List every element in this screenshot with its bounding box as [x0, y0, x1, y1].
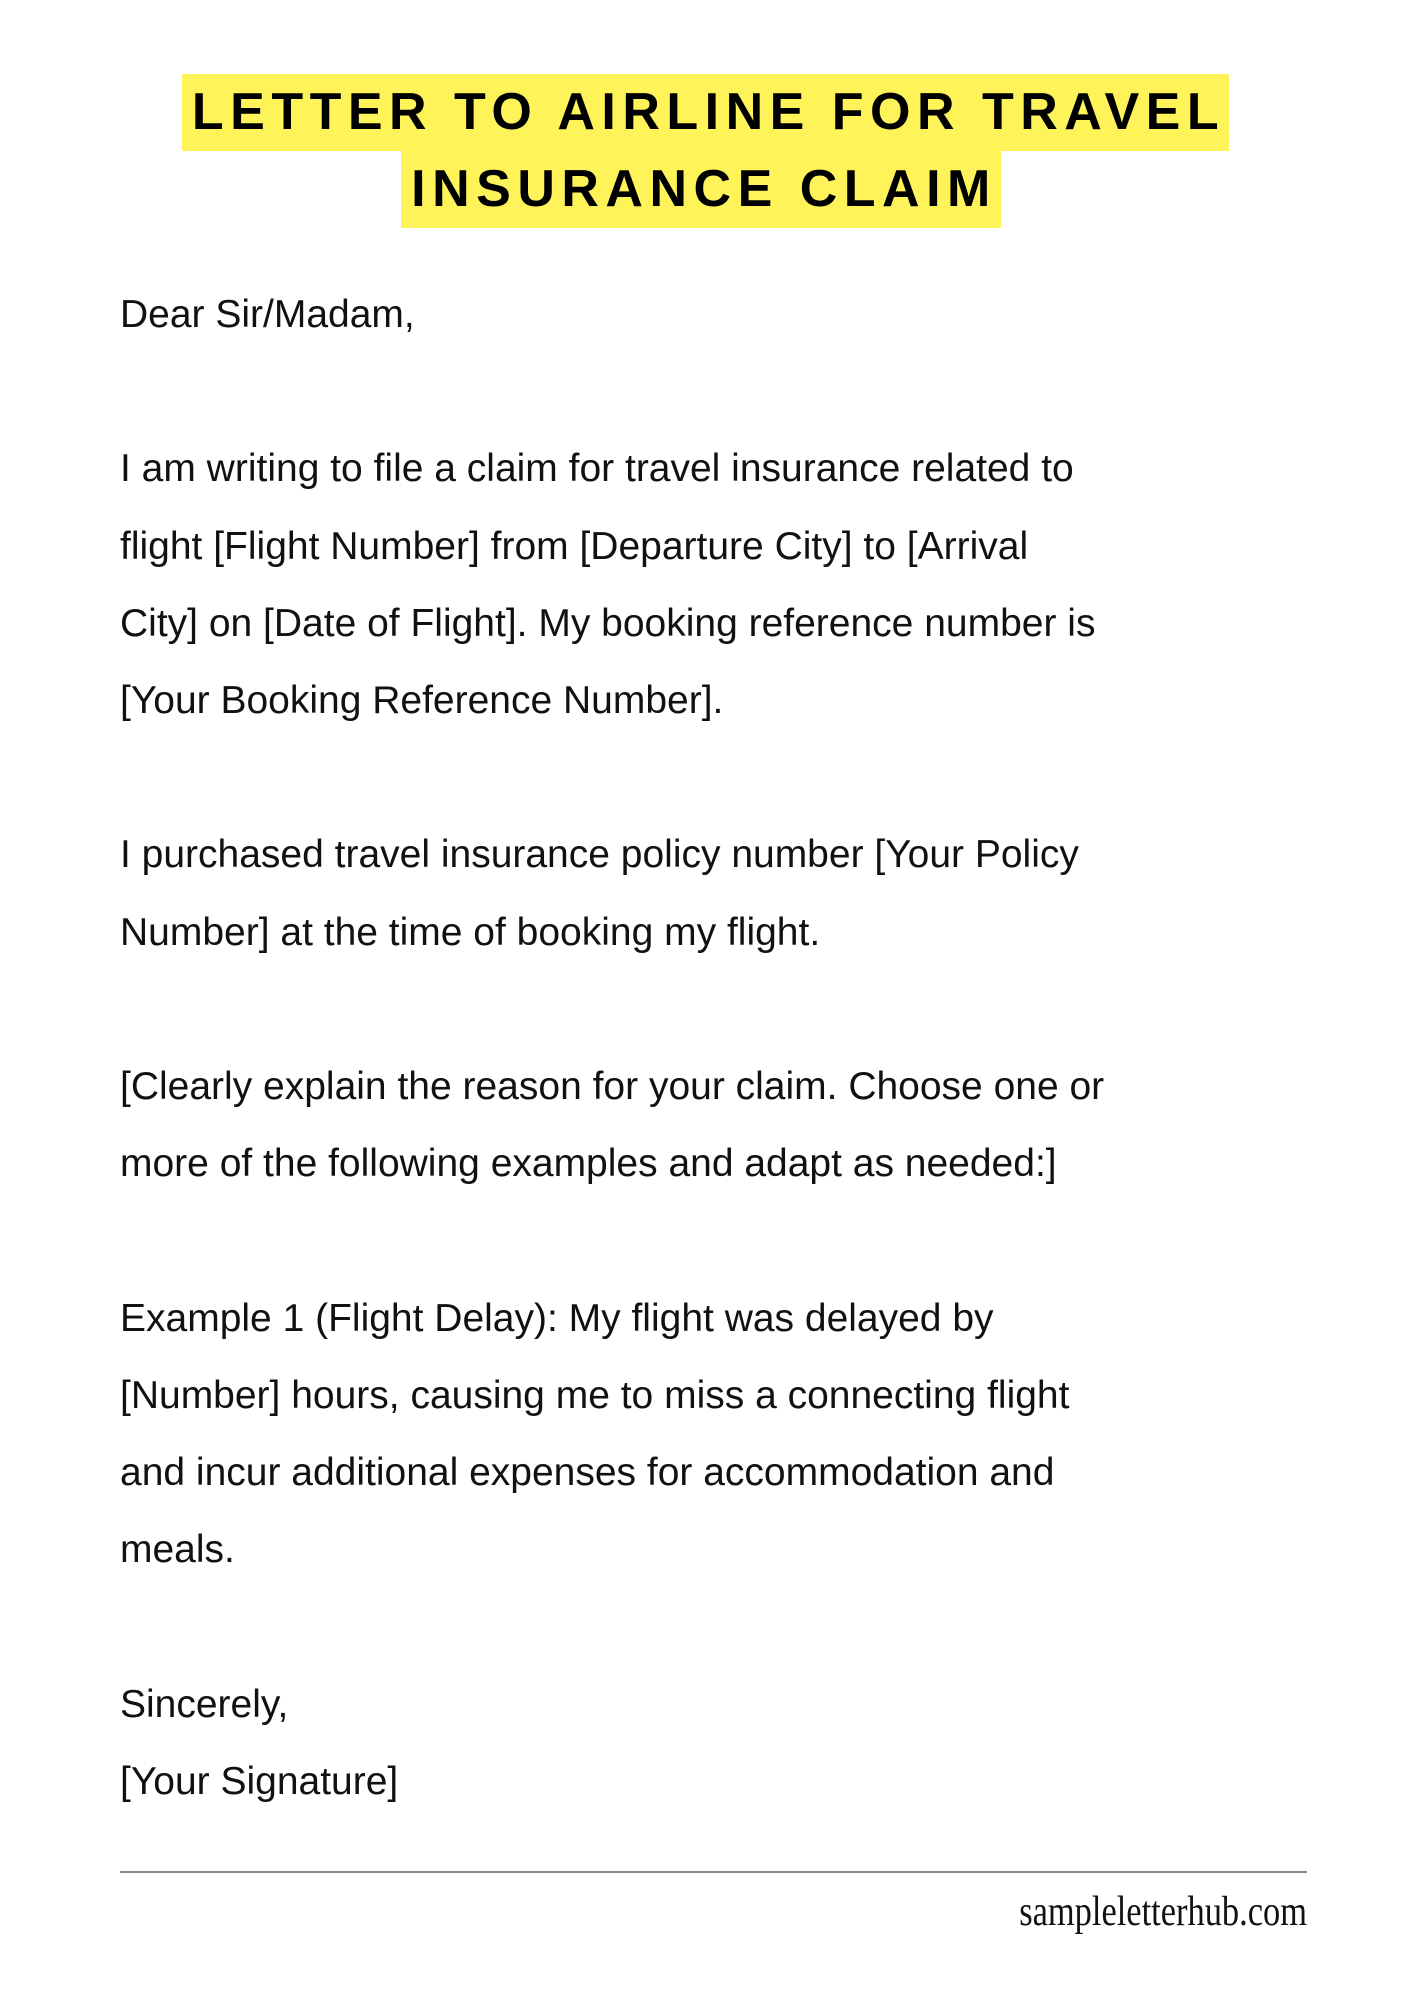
footer-site-name: sampleletterhub.com: [1019, 1889, 1307, 1935]
paragraph-example: [120, 1280, 1380, 1589]
text-line: Example 1 (Flight Delay): My flight was delayed by: [120, 1296, 994, 1340]
footer-divider: [120, 1871, 1307, 1873]
text-line: and incur additional expenses for accommodation and: [120, 1450, 1055, 1494]
text-line: I purchased travel insurance policy number [Your Policy: [120, 833, 1079, 877]
closing-text: Sincerely,: [120, 1682, 289, 1726]
salutation: [120, 276, 1380, 353]
text-line: [Clearly explain the reason for your claim. Choose one or: [120, 1064, 1105, 1108]
closing: [120, 1666, 1380, 1820]
letter-title: [0, 74, 1414, 228]
text-line: City] on [Date of Flight]. My booking reference number is: [120, 601, 1096, 645]
paragraph-policy: [120, 816, 1380, 970]
paragraph-instructions: [120, 1048, 1380, 1202]
text-line: [Your Booking Reference Number].: [120, 679, 724, 722]
letter-body: [120, 276, 1380, 1897]
title-line-2: INSURANCE CLAIM: [401, 151, 1001, 228]
title-line-1: LETTER TO AIRLINE FOR TRAVEL: [182, 74, 1229, 151]
paragraph-booking: [120, 430, 1380, 739]
text-line: [Number] hours, causing me to miss a connecting flight: [120, 1373, 1070, 1417]
salutation-text: Dear Sir/Madam,: [120, 293, 415, 336]
signature-placeholder: [Your Signature]: [120, 1759, 399, 1803]
text-line: flight [Flight Number] from [Departure City] to [Arrival: [120, 524, 1029, 568]
text-line: I am writing to file a claim for travel insurance related to: [120, 447, 1074, 491]
text-line: Number] at the time of booking my flight.: [120, 910, 821, 954]
text-line: meals.: [120, 1528, 235, 1572]
text-line: more of the following examples and adapt as needed:]: [120, 1142, 1057, 1186]
